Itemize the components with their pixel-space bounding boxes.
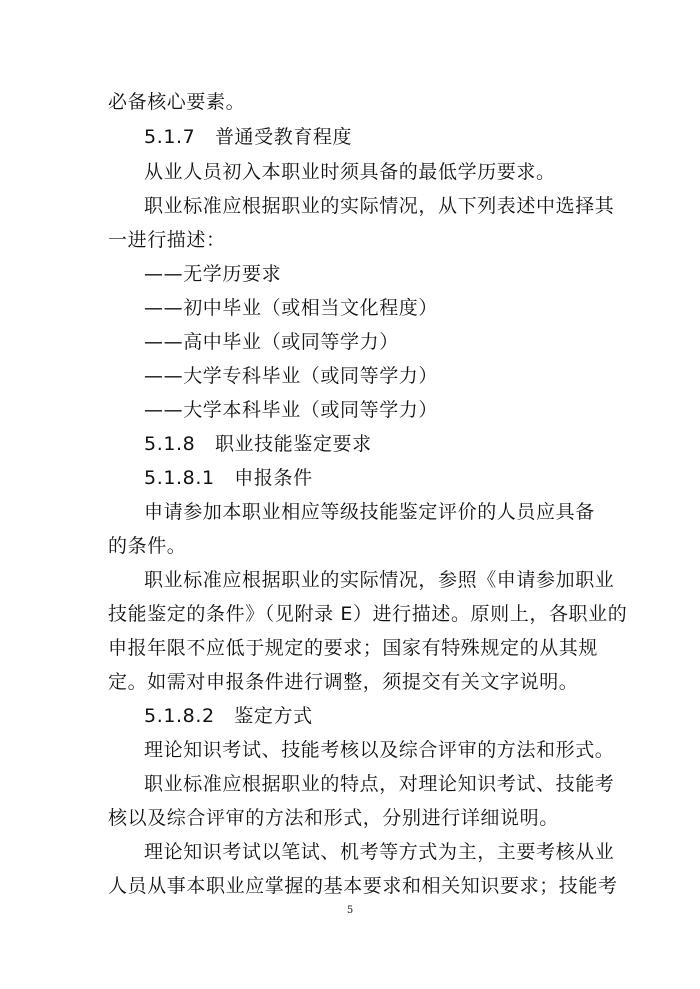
paragraph-line: 定。如需对申报条件进行调整，须提交有关文字说明。 bbox=[108, 671, 579, 693]
page-number: 5 bbox=[346, 905, 354, 916]
paragraph-line: 理论知识考试以笔试、机考等方式为主，主要考核从业 bbox=[144, 841, 615, 863]
section-heading-5-1-8-1: 5.1.8.1 申报条件 bbox=[144, 467, 313, 489]
paragraph-line: 职业标准应根据职业的实际情况，从下列表述中选择其 bbox=[144, 195, 615, 217]
paragraph-line: 从业人员初入本职业时须具备的最低学历要求。 bbox=[144, 161, 556, 183]
paragraph-line: 申报年限不应低于规定的要求；国家有特殊规定的从其规 bbox=[108, 637, 599, 659]
paragraph-line: 的条件。 bbox=[108, 535, 187, 557]
list-item: ——无学历要求 bbox=[144, 263, 282, 285]
section-heading-5-1-8: 5.1.8 职业技能鉴定要求 bbox=[144, 433, 372, 455]
paragraph-line: 申请参加本职业相应等级技能鉴定评价的人员应具备 bbox=[144, 501, 595, 523]
paragraph-line: 核以及综合评审的方法和形式，分别进行详细说明。 bbox=[108, 807, 559, 829]
list-item: ——初中毕业（或相当文化程度） bbox=[144, 297, 439, 319]
list-item: ——大学本科毕业（或同等学力） bbox=[144, 399, 439, 421]
section-heading-5-1-7: 5.1.7 普通受教育程度 bbox=[144, 126, 353, 148]
paragraph-line: 人员从事本职业应掌握的基本要求和相关知识要求；技能考 bbox=[108, 875, 618, 897]
paragraph-line: 职业标准应根据职业的实际情况，参照《申请参加职业 bbox=[144, 569, 615, 591]
list-item: ——大学专科毕业（或同等学力） bbox=[144, 365, 439, 387]
paragraph-line: 一进行描述： bbox=[108, 229, 226, 251]
paragraph-line: 技能鉴定的条件》（见附录 E）进行描述。原则上，各职业的 bbox=[108, 603, 628, 625]
paragraph-line: 理论知识考试、技能考核以及综合评审的方法和形式。 bbox=[144, 739, 615, 761]
list-item: ——高中毕业（或同等学力） bbox=[144, 331, 399, 353]
section-heading-5-1-8-2: 5.1.8.2 鉴定方式 bbox=[144, 705, 313, 727]
paragraph-line: 职业标准应根据职业的特点，对理论知识考试、技能考 bbox=[144, 773, 615, 795]
paragraph-line: 必备核心要素。 bbox=[108, 91, 246, 113]
